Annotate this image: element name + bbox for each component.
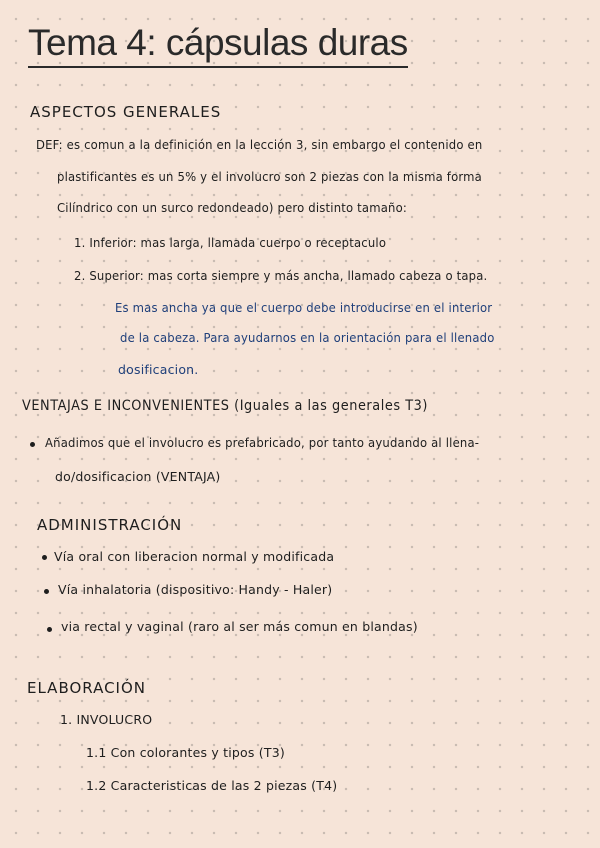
ventajas-line-2: do/dosificacion (VENTAJA) xyxy=(55,469,221,484)
def-line-3: Cilíndrico con un surco redondeado) pero distinto tamaño: xyxy=(57,200,407,215)
elaboracion-subitem-1: 1.1 Con colorantes y tipos (T3) xyxy=(86,745,285,760)
admin-item-rectal: via rectal y vaginal (raro al ser más comun en blandas) xyxy=(61,619,418,634)
bullet-icon xyxy=(30,442,35,447)
list-item-superior: 2. Superior: mas corta siempre y más ancha, llamado cabeza o tapa. xyxy=(74,268,488,283)
note-line-1: Es mas ancha ya que el cuerpo debe introducirse en el interior xyxy=(115,300,493,315)
bullet-icon xyxy=(44,589,49,594)
def-line-1: DEF: es comun a la definición en la lección 3, sin embargo el contenido en xyxy=(36,137,483,152)
elaboracion-subitem-2: 1.2 Caracteristicas de las 2 piezas (T4) xyxy=(86,778,338,793)
page-title: Tema 4: cápsulas duras xyxy=(28,20,408,68)
section-heading-elaboracion: ELABORACIÓN xyxy=(27,679,147,697)
bullet-icon xyxy=(47,627,52,632)
note-line-2: de la cabeza. Para ayudarnos en la orientación para el llenado xyxy=(120,330,495,345)
section-heading-ventajas: VENTAJAS E INCONVENIENTES (Iguales a las generales T3) xyxy=(22,398,428,414)
bullet-icon xyxy=(42,555,47,560)
admin-item-inhalatoria: Vía inhalatoria (dispositivo: Handy - Haler) xyxy=(58,582,333,597)
admin-item-oral: Vía oral con liberacion normal y modificada xyxy=(54,549,335,564)
section-heading-administracion: ADMINISTRACIÓN xyxy=(37,516,183,534)
def-line-2: plastificantes es un 5% y el involucro son 2 piezas con la misma forma xyxy=(57,169,482,184)
note-line-3: dosificacion. xyxy=(118,362,199,377)
section-heading-aspectos: ASPECTOS GENERALES xyxy=(30,103,222,121)
ventajas-line-1: Añadimos que el involucro es prefabricado, por tanto ayudando al llena- xyxy=(45,435,480,450)
list-item-inferior: 1. Inferior: mas larga, llamada cuerpo o receptaculo xyxy=(74,235,387,250)
elaboracion-item-involucro: 1. INVOLUCRO xyxy=(60,712,153,727)
